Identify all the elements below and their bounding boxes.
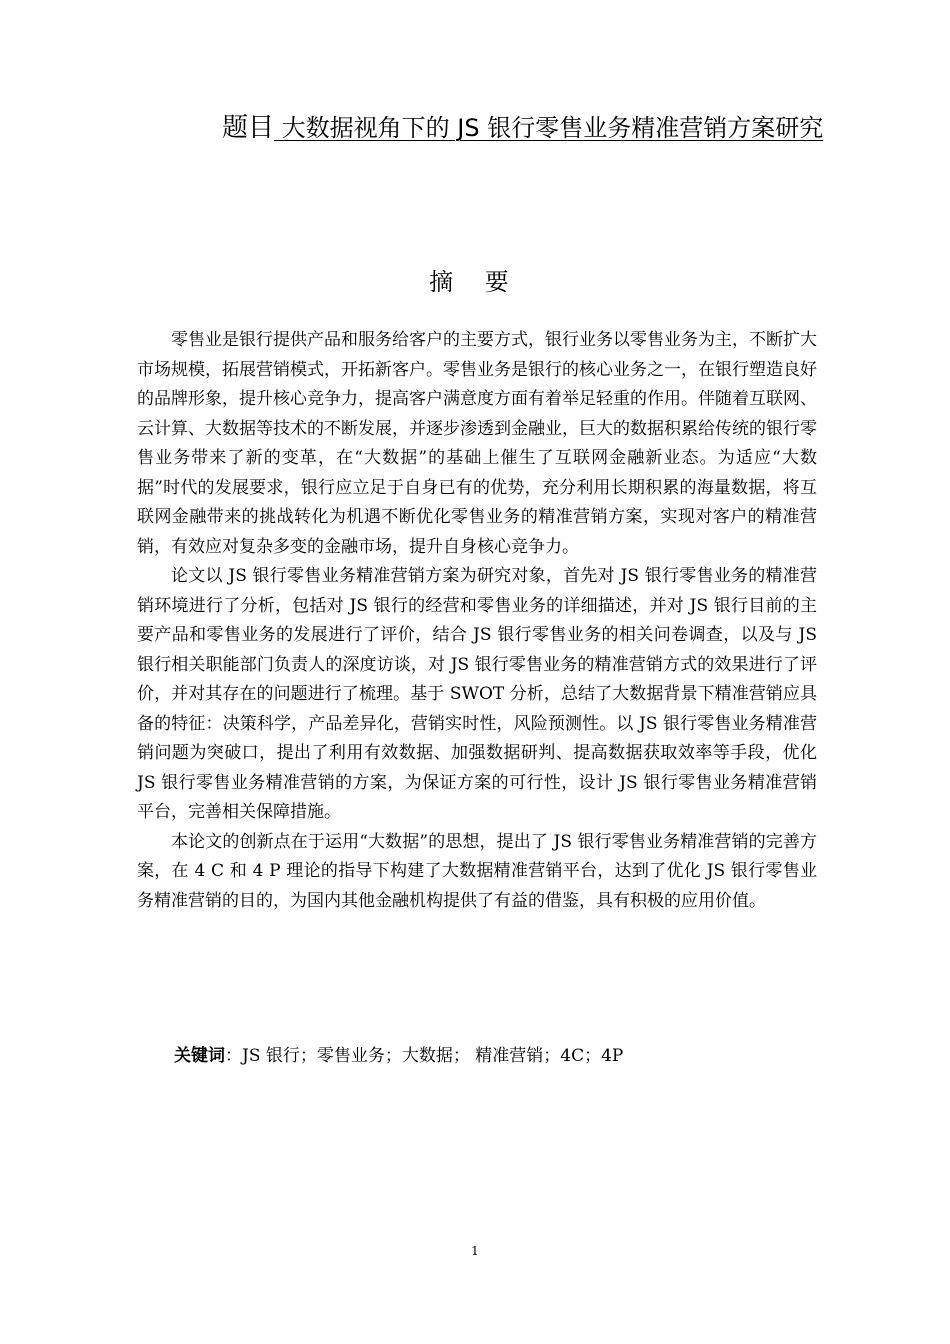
title-text: 大数据视角下的 JS 银行零售业务精准营销方案研究 <box>274 114 824 142</box>
keywords-label: 关键词 <box>174 1046 225 1066</box>
keywords-separator: ： <box>225 1046 242 1066</box>
document-title <box>137 113 827 144</box>
abstract-paragraph-3: 本论文的创新点在于运用“大数据”的思想，提出了 JS 银行零售业务精准营销的完善方案，在 4 C 和 4 P 理论的指导下构建了大数据精准营销平台，达到了优化 JS 银行零售业务精准营销的目的，为国内其他金融机构提供了有益的借鉴，具有积极的应用价值。 <box>137 831 817 911</box>
keywords-line <box>174 1044 623 1068</box>
title-label: 题目 <box>222 113 275 143</box>
page-number: 1 <box>471 1244 479 1258</box>
abstract-paragraph-1: 零售业是银行提供产品和服务给客户的主要方式，银行业务以零售业务为主，不断扩大市场规模，拓展营销模式，开拓新客户。零售业务是银行的核心业务之一，在银行塑造良好的品牌形象，提升核心竞争力，提高客户满意度方面有着举足轻重的作用。伴随着互联网、云计算、大数据等技术的不断发展，并逐步渗透到金融业，巨大的数据积累给传统的银行零售业务带来了新的变革，在“大数据”的基础上催生了互联网金融新业态。为适应“大数据”时代的发展要求，银行应立足于自身已有的优势，充分利用长期积累的海量数据，将互联网金融带来的挑战转化为机遇不断优化零售业务的精准营销方案，实现对客户的精准营销，有效应对复杂多变的金融市场，提升自身核心竞争力。 <box>137 330 817 557</box>
keywords-values: JS 银行；零售业务；大数据； 精准营销；4C；4P <box>242 1046 624 1066</box>
abstract-heading: 摘 要 <box>429 268 521 296</box>
abstract-body <box>137 326 817 916</box>
abstract-paragraph-2: 论文以 JS 银行零售业务精准营销方案为研究对象，首先对 JS 银行零售业务的精准营销环境进行了分析，包括对 JS 银行的经营和零售业务的详细描述，并对 JS 银行目前的主要产品和零售业务的发展进行了评价，结合 JS 银行零售业务的相关问卷调查，以及与 JS 银行相关职能部门负责人的深度访谈，对 JS 银行零售业务的精准营销方式的效果进行了评价，并对其存在的问题进行了梳理。基于 SWOT 分析，总结了大数据背景下精准营销应具备的特征：决策科学，产品差异化，营销实时性，风险预测性。以 JS 银行零售业务精准营销问题为突破口，提出了利用有效数据、加强数据研判、提高数据获取效率等手段，优化 JS 银行零售业务精准营销的方案，为保证方案的可行性，设计 JS 银行零售业务精准营销平台，完善相关保障措施。 <box>137 566 817 822</box>
